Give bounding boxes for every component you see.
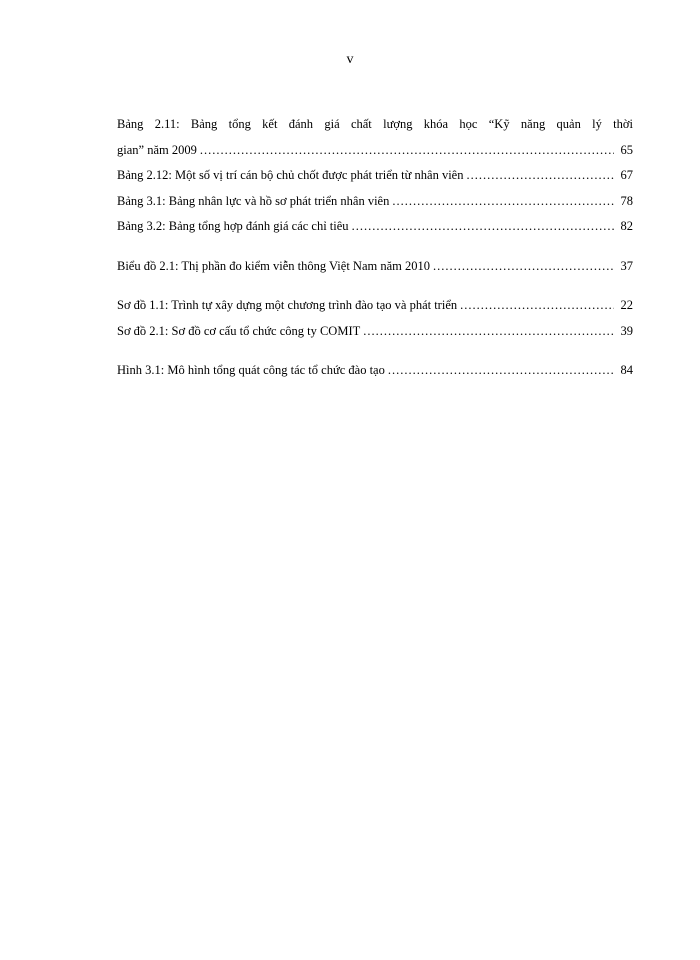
toc-entry-title: Bảng 3.2: Bảng tổng hợp đánh giá các chỉ tiêu bbox=[117, 219, 349, 233]
dot-leader bbox=[460, 293, 614, 319]
toc-entry-diagram-2-1 bbox=[117, 319, 633, 345]
toc-entry-title: Sơ đồ 1.1: Trình tự xây dựng một chương trình đào tạo và phát triển bbox=[117, 298, 458, 312]
toc-entry-title-line1: Bảng 2.11: Bảng tổng kết đánh giá chất lượng khóa học “Kỹ năng quản lý thời bbox=[117, 117, 633, 131]
toc-entry-table-3-1 bbox=[117, 189, 633, 215]
dot-leader bbox=[363, 319, 614, 345]
toc-entry-diagram-1-1 bbox=[117, 293, 633, 319]
toc-entry-page: 84 bbox=[620, 363, 633, 377]
toc-entry-table-2-11 bbox=[117, 112, 633, 163]
toc-entry-title: Biểu đồ 2.1: Thị phần đo kiểm viễn thông Việt Nam năm 2010 bbox=[117, 258, 430, 273]
toc-entry-title: Sơ đồ 2.1: Sơ đồ cơ cấu tổ chức công ty COMIT bbox=[117, 323, 361, 338]
dot-leader bbox=[392, 189, 614, 215]
group-spacer bbox=[117, 279, 633, 293]
toc-entry-title: Hình 3.1: Mô hình tổng quát công tác tổ chức đào tạo bbox=[117, 363, 385, 377]
toc-entry-title: Bảng 3.1: Bảng nhân lực và hồ sơ phát triển nhân viên bbox=[117, 193, 390, 208]
toc-entry-page: 37 bbox=[620, 258, 633, 273]
page-number: v bbox=[346, 52, 354, 67]
dot-leader bbox=[388, 358, 614, 384]
dot-leader bbox=[352, 214, 614, 240]
group-spacer bbox=[117, 240, 633, 254]
toc-entry-figure-3-1 bbox=[117, 358, 633, 384]
dot-leader bbox=[466, 163, 614, 189]
toc-entry-title: Bảng 2.12: Một số vị trí cán bộ chủ chốt được phát triển từ nhân viên bbox=[117, 168, 464, 182]
toc-entry-table-3-2 bbox=[117, 214, 633, 240]
toc-entry-page: 78 bbox=[620, 193, 633, 208]
dot-leader bbox=[200, 138, 614, 164]
table-of-figures bbox=[117, 112, 633, 384]
toc-entry-page: 22 bbox=[620, 298, 633, 312]
dot-leader bbox=[433, 254, 614, 280]
group-spacer bbox=[117, 344, 633, 358]
toc-entry-title-line2: gian” năm 2009 bbox=[117, 142, 197, 157]
toc-entry-chart-2-1 bbox=[117, 254, 633, 280]
toc-entry-page: 67 bbox=[620, 168, 633, 182]
toc-entry-page: 82 bbox=[620, 219, 633, 233]
toc-entry-page: 65 bbox=[620, 142, 633, 157]
toc-entry-page: 39 bbox=[620, 323, 633, 338]
toc-entry-table-2-12 bbox=[117, 163, 633, 189]
